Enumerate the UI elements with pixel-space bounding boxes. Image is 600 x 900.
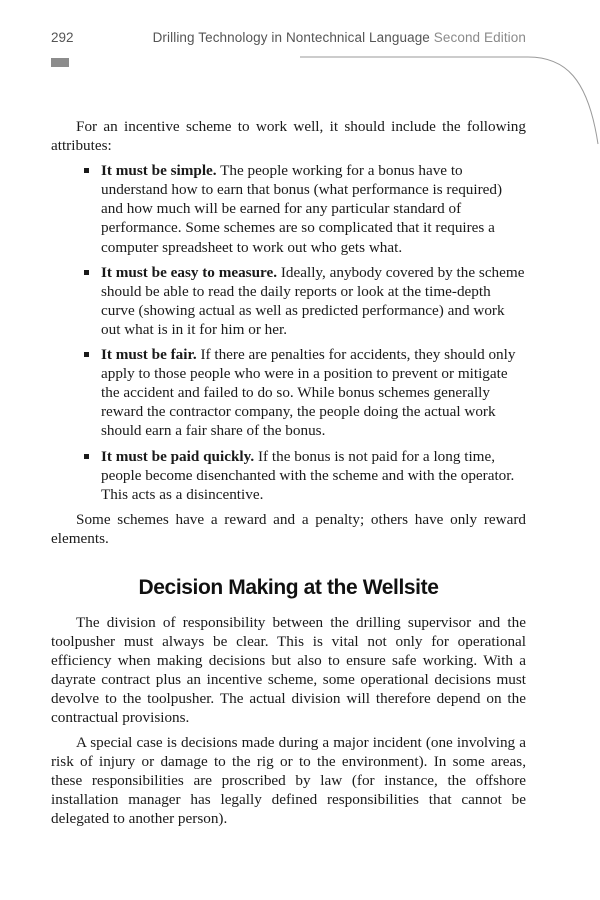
section-heading: Decision Making at the Wellsite: [138, 575, 439, 599]
bullet-icon: [84, 168, 89, 173]
bullet-lead: It must be paid quickly.: [101, 447, 255, 465]
intro-paragraph: For an incentive scheme to work well, it should include the following attributes:: [51, 118, 526, 155]
attribute-list: [51, 161, 526, 504]
bullet-text: The people working for a bonus have to understand how to earn that bonus (what performance is required) and how much will be earned for any particular standard of performance. Some schemes are so complicated that it requires a computer spreadsheet to work out who gets what.: [101, 162, 503, 256]
list-item: [51, 161, 526, 256]
bullet-text: If the bonus is not paid for a long time, people become disenchanted with the scheme and with the operator. This acts as a disincentive.: [101, 447, 515, 503]
bullet-icon: [84, 352, 89, 357]
book-title: Drilling Technology in Nontechnical Language: [152, 30, 430, 45]
bullet-icon: [84, 270, 89, 275]
list-item: [51, 263, 526, 339]
header-tab-marker: [51, 58, 69, 67]
closing-paragraph: Some schemes have a reward and a penalty; others have only reward elements.: [51, 510, 526, 547]
bullet-lead: It must be easy to measure.: [101, 263, 278, 281]
page-body: [51, 117, 526, 828]
bullet-icon: [84, 454, 89, 459]
list-item: [51, 345, 526, 440]
page-header: [51, 30, 526, 50]
list-item: [51, 447, 526, 504]
section-paragraph: A special case is decisions made during a major incident (one involving a risk of injury or damage to the rig or to the environment). In some areas, these responsibilities are proscribed by law (for instance, the offshore installation manager has legally defined responsibilities that cannot be delegated to another person).: [51, 733, 526, 827]
bullet-text: Ideally, anybody covered by the scheme should be able to read the daily reports or look at the time-depth curve (showing actual as well as predicted performance) and work out what is in it for him or her.: [101, 263, 525, 338]
bullet-lead: It must be simple.: [101, 162, 217, 180]
edition-label: Second Edition: [433, 30, 526, 45]
bullet-text: If there are penalties for accidents, they should only apply to those people who were in a position to prevent or mitigate the accident and failed to do so. While bonus schemes generally reward the contractor company, the people doing the actual work should earn a fair share of the bonus.: [101, 346, 516, 440]
page-number: 292: [51, 30, 74, 45]
bullet-lead: It must be fair.: [101, 346, 197, 364]
running-title: [153, 30, 526, 45]
section-paragraph: The division of responsibility between the drilling supervisor and the toolpusher must always be clear. This is vital not only for operational efficiency when making decisions but also to ensure safe working. With a dayrate contract plus an incentive scheme, some operational decisions must devolve to the toolpusher. The actual division will therefore depend on the contractual provisions.: [51, 613, 526, 727]
